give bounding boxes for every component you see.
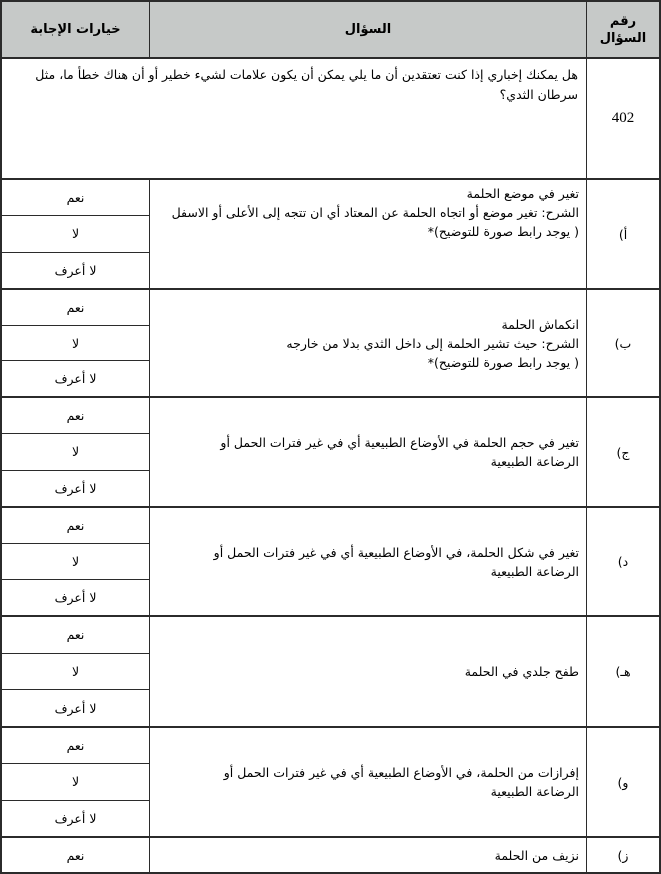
answer-option-yes: نعم <box>66 518 85 533</box>
answer-option-yes: نعم <box>66 847 85 863</box>
answer-options-cell <box>2 728 149 836</box>
question-row-b <box>2 288 659 396</box>
answer-options-cell <box>2 290 149 396</box>
answer-options-cell <box>2 838 149 872</box>
question-line: انكماش الحلمة <box>501 316 579 332</box>
answer-option-yes: نعم <box>66 627 85 643</box>
question-row-a <box>2 178 659 288</box>
question-number: 402 <box>586 59 659 178</box>
answer-option-no: لا <box>2 763 149 799</box>
question-row-d <box>2 506 659 615</box>
answer-option-dont-know: لا أعرف <box>2 360 149 396</box>
question-line: تغير في حجم الحلمة في الأوضاع الطبيعية أي في غير فترات الحمل أو <box>220 435 579 450</box>
answer-options-cell <box>2 508 149 615</box>
intro-question-line: هل يمكنك إخباري إذا كنت تعتقدين أن ما يلي يمكن أن يكون علامات لشيء خطير أو أن هناك خطأ ما، مثل <box>35 67 578 82</box>
question-text-cell <box>149 617 586 726</box>
answer-option-yes: نعم <box>66 408 85 424</box>
question-text-cell <box>149 728 586 836</box>
answer-options-cell <box>2 398 149 506</box>
question-line: نزيف من الحلمة <box>494 847 579 863</box>
question-row-e <box>2 615 659 726</box>
question-line: الشرح: تغير موضع أو اتجاه الحلمة عن المعتاد أي ان تتجه إلى الأعلى أو الاسفل <box>171 205 579 220</box>
answer-options-cell <box>2 180 149 288</box>
header-question-number: رقم السؤال <box>586 2 659 57</box>
answer-option-yes: نعم <box>66 190 85 206</box>
row-letter: ج) <box>586 398 659 506</box>
answer-options-cell <box>2 617 149 726</box>
question-text-cell <box>149 180 586 288</box>
question-line: ( يوجد رابط صورة للتوضيح)* <box>427 224 579 239</box>
intro-question-cell <box>2 59 586 178</box>
answer-option-no: لا <box>2 433 149 469</box>
question-line: طفح جلدي في الحلمة <box>464 664 579 679</box>
question-text-cell <box>149 508 586 615</box>
answer-option-dont-know: لا أعرف <box>2 470 149 506</box>
answer-option-no: لا <box>2 543 149 579</box>
question-row-c <box>2 396 659 506</box>
row-letter: أ) <box>586 180 659 288</box>
question-line: الشرح: حيث تشير الحلمة إلى داخل الثدي بدلا من خارجه <box>286 335 579 351</box>
question-line: تغير في موضع الحلمة <box>466 186 579 201</box>
row-letter: هـ) <box>586 617 659 726</box>
answer-option-no: لا <box>2 325 149 361</box>
answer-option-dont-know: لا أعرف <box>2 579 149 615</box>
question-line: تغير في شكل الحلمة، في الأوضاع الطبيعية أي في غير فترات الحمل أو <box>213 544 579 560</box>
question-line: الرضاعة الطبيعية <box>490 784 579 799</box>
intro-row <box>2 57 659 178</box>
answer-option-yes: نعم <box>66 299 85 315</box>
question-text-cell <box>149 398 586 506</box>
row-letter: ز) <box>586 838 659 872</box>
question-row-g <box>2 836 659 872</box>
answer-option-yes: نعم <box>66 738 85 754</box>
question-line: ( يوجد رابط صورة للتوضيح)* <box>427 354 579 370</box>
header-answer-options: خيارات الإجابة <box>2 2 149 57</box>
table-header-row <box>2 2 659 57</box>
answer-option-dont-know: لا أعرف <box>2 689 149 726</box>
question-line: إفرازات من الحلمة، في الأوضاع الطبيعية أي في غير فترات الحمل أو <box>223 765 579 780</box>
answer-option-no: لا <box>2 653 149 690</box>
question-text-cell <box>149 290 586 396</box>
question-line: الرضاعة الطبيعية <box>490 563 579 579</box>
answer-option-no: لا <box>2 215 149 251</box>
question-text-cell <box>149 838 586 872</box>
row-letter: و) <box>586 728 659 836</box>
question-row-f <box>2 726 659 836</box>
answer-option-dont-know: لا أعرف <box>2 800 149 836</box>
answer-option-dont-know: لا أعرف <box>2 252 149 288</box>
row-letter: ب) <box>586 290 659 396</box>
row-letter: د) <box>586 508 659 615</box>
header-question: السؤال <box>149 2 586 57</box>
intro-question-line: سرطان الثدي؟ <box>499 87 578 102</box>
question-line: الرضاعة الطبيعية <box>490 454 579 469</box>
